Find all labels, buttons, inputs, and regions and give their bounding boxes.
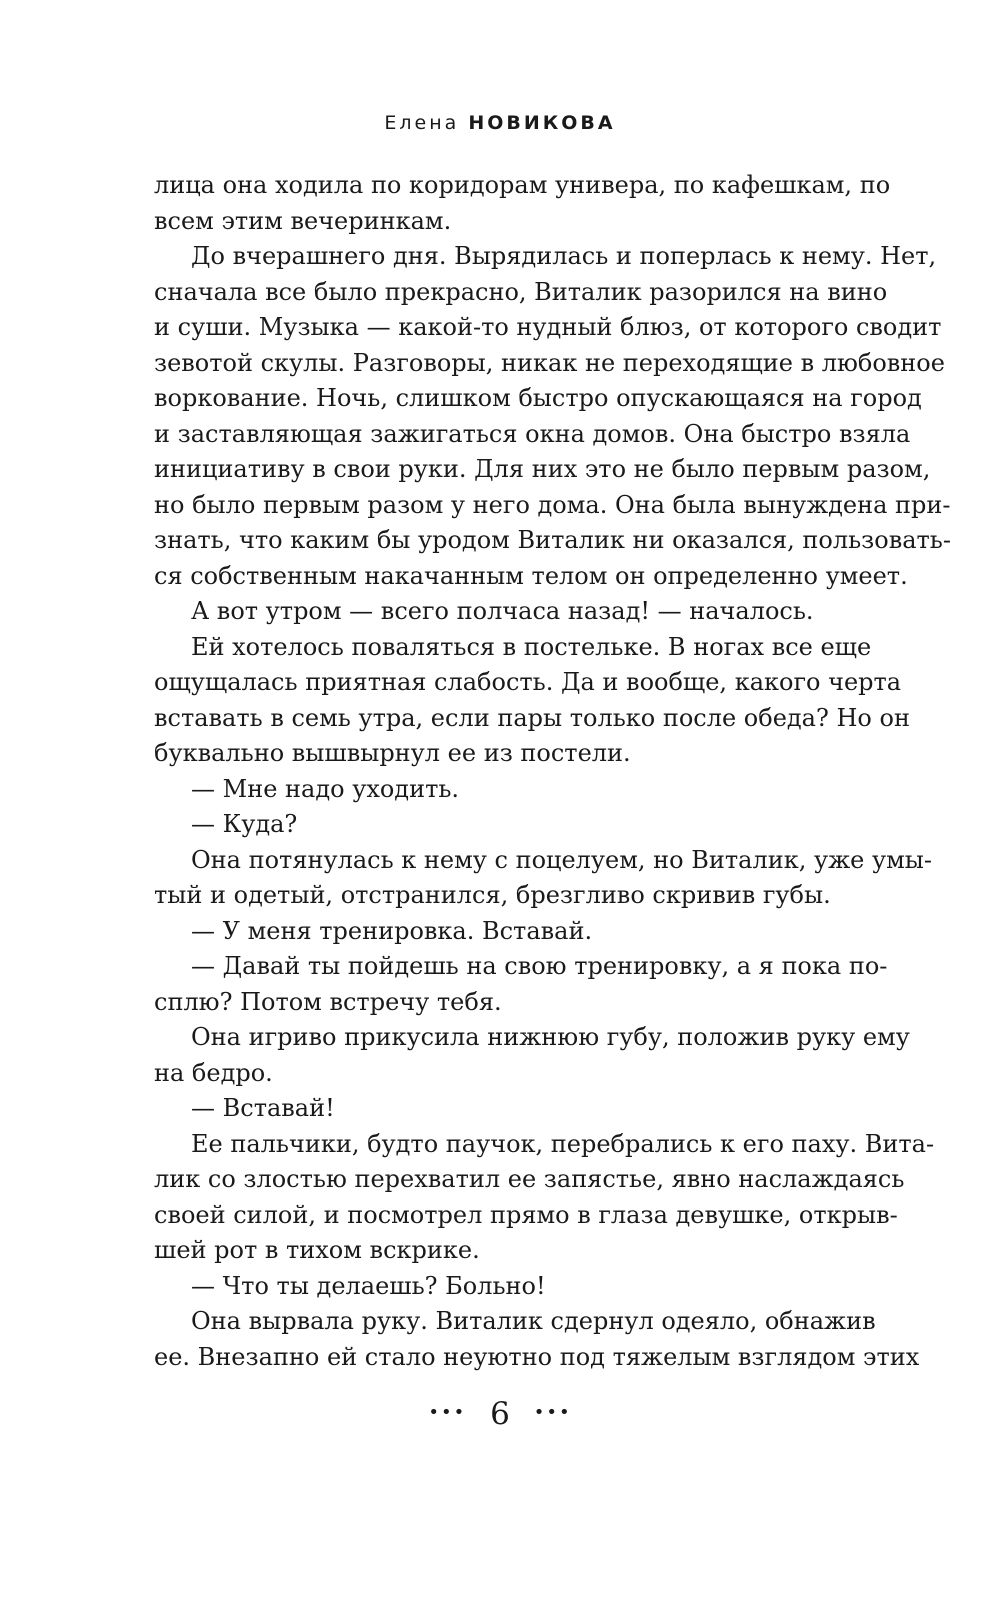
- text-line: До вчерашнего дня. Вырядилась и поперлась к нему. Нет,: [191, 242, 937, 270]
- text-line: воркование. Ночь, слишком быстро опускающаяся на город: [154, 384, 922, 412]
- text-line: Она вырвала руку. Виталик сдернул одеяло, обнажив: [191, 1307, 876, 1335]
- text-line: вставать в семь утра, если пары только после обеда? Но он: [154, 703, 910, 732]
- text-line: знать, что каким бы уродом Виталик ни оказался, пользовать-: [154, 526, 951, 554]
- text-line: лица она ходила по коридорам универа, по кафешкам, по: [154, 171, 891, 199]
- text-line: А вот утром — всего полчаса назад! — началось.: [191, 597, 814, 625]
- text-line: и заставляющая зажигаться окна домов. Она быстро взяла: [154, 419, 911, 448]
- text-line: сначала все было прекрасно, Виталик разорился на вино: [154, 277, 888, 306]
- text-line: сплю? Потом встречу тебя.: [154, 987, 502, 1016]
- text-line: всем этим вечеринкам.: [154, 206, 452, 235]
- text-line: Ей хотелось поваляться в постельке. В ногах все еще: [191, 632, 872, 661]
- text-line: Она игриво прикусила нижнюю губу, положив руку ему: [191, 1023, 910, 1051]
- text-line: — У меня тренировка. Вставай.: [191, 916, 593, 945]
- author-first-name: Елена: [384, 112, 460, 134]
- text-line: и суши. Музыка — какой-то нудный блюз, от которого сводит: [154, 313, 942, 341]
- text-line: — Куда?: [191, 810, 298, 838]
- text-line: но было первым разом у него дома. Она была вынуждена при-: [154, 490, 951, 519]
- text-line: буквально вышвырнул ее из постели.: [154, 739, 631, 767]
- text-line: ся собственным накачанным телом он определенно умеет.: [154, 561, 908, 590]
- text-line: на бедро.: [154, 1058, 273, 1087]
- page-number: 6: [490, 1396, 510, 1432]
- right-ornament: •••: [533, 1402, 572, 1423]
- text-line: тый и одетый, отстранился, брезгливо скривив губы.: [154, 881, 831, 909]
- text-line: шей рот в тихом вскрике.: [154, 1236, 480, 1264]
- text-line: ощущалась приятная слабость. Да и вообще, какого черта: [154, 668, 902, 696]
- text-line: Она потянулась к нему с поцелуем, но Виталик, уже умы-: [191, 845, 932, 874]
- running-head: [0, 112, 1000, 134]
- text-line: лик со злостью перехватил ее запястье, явно наслаждаясь: [154, 1165, 905, 1193]
- text-line: инициативу в свои руки. Для них это не было первым разом,: [154, 455, 931, 483]
- author-last-name: НОВИКОВА: [468, 112, 616, 134]
- text-line: — Мне надо уходить.: [191, 774, 460, 803]
- text-line: — Давай ты пойдешь на свою тренировку, а я пока по-: [191, 952, 888, 980]
- page-footer: [0, 1396, 1000, 1432]
- text-line: — Что ты делаешь? Больно!: [191, 1271, 546, 1300]
- text-line: — Вставай!: [191, 1094, 335, 1122]
- text-line: зевотой скулы. Разговоры, никак не переходящие в любовное: [154, 348, 945, 377]
- body-text: [154, 168, 951, 1375]
- text-line: своей силой, и посмотрел прямо в глаза девушке, открыв-: [154, 1200, 898, 1229]
- text-line: ее. Внезапно ей стало неуютно под тяжелым взглядом этих: [154, 1342, 920, 1371]
- left-ornament: •••: [428, 1402, 467, 1423]
- text-line: Ее пальчики, будто паучок, перебрались к его паху. Вита-: [191, 1129, 935, 1158]
